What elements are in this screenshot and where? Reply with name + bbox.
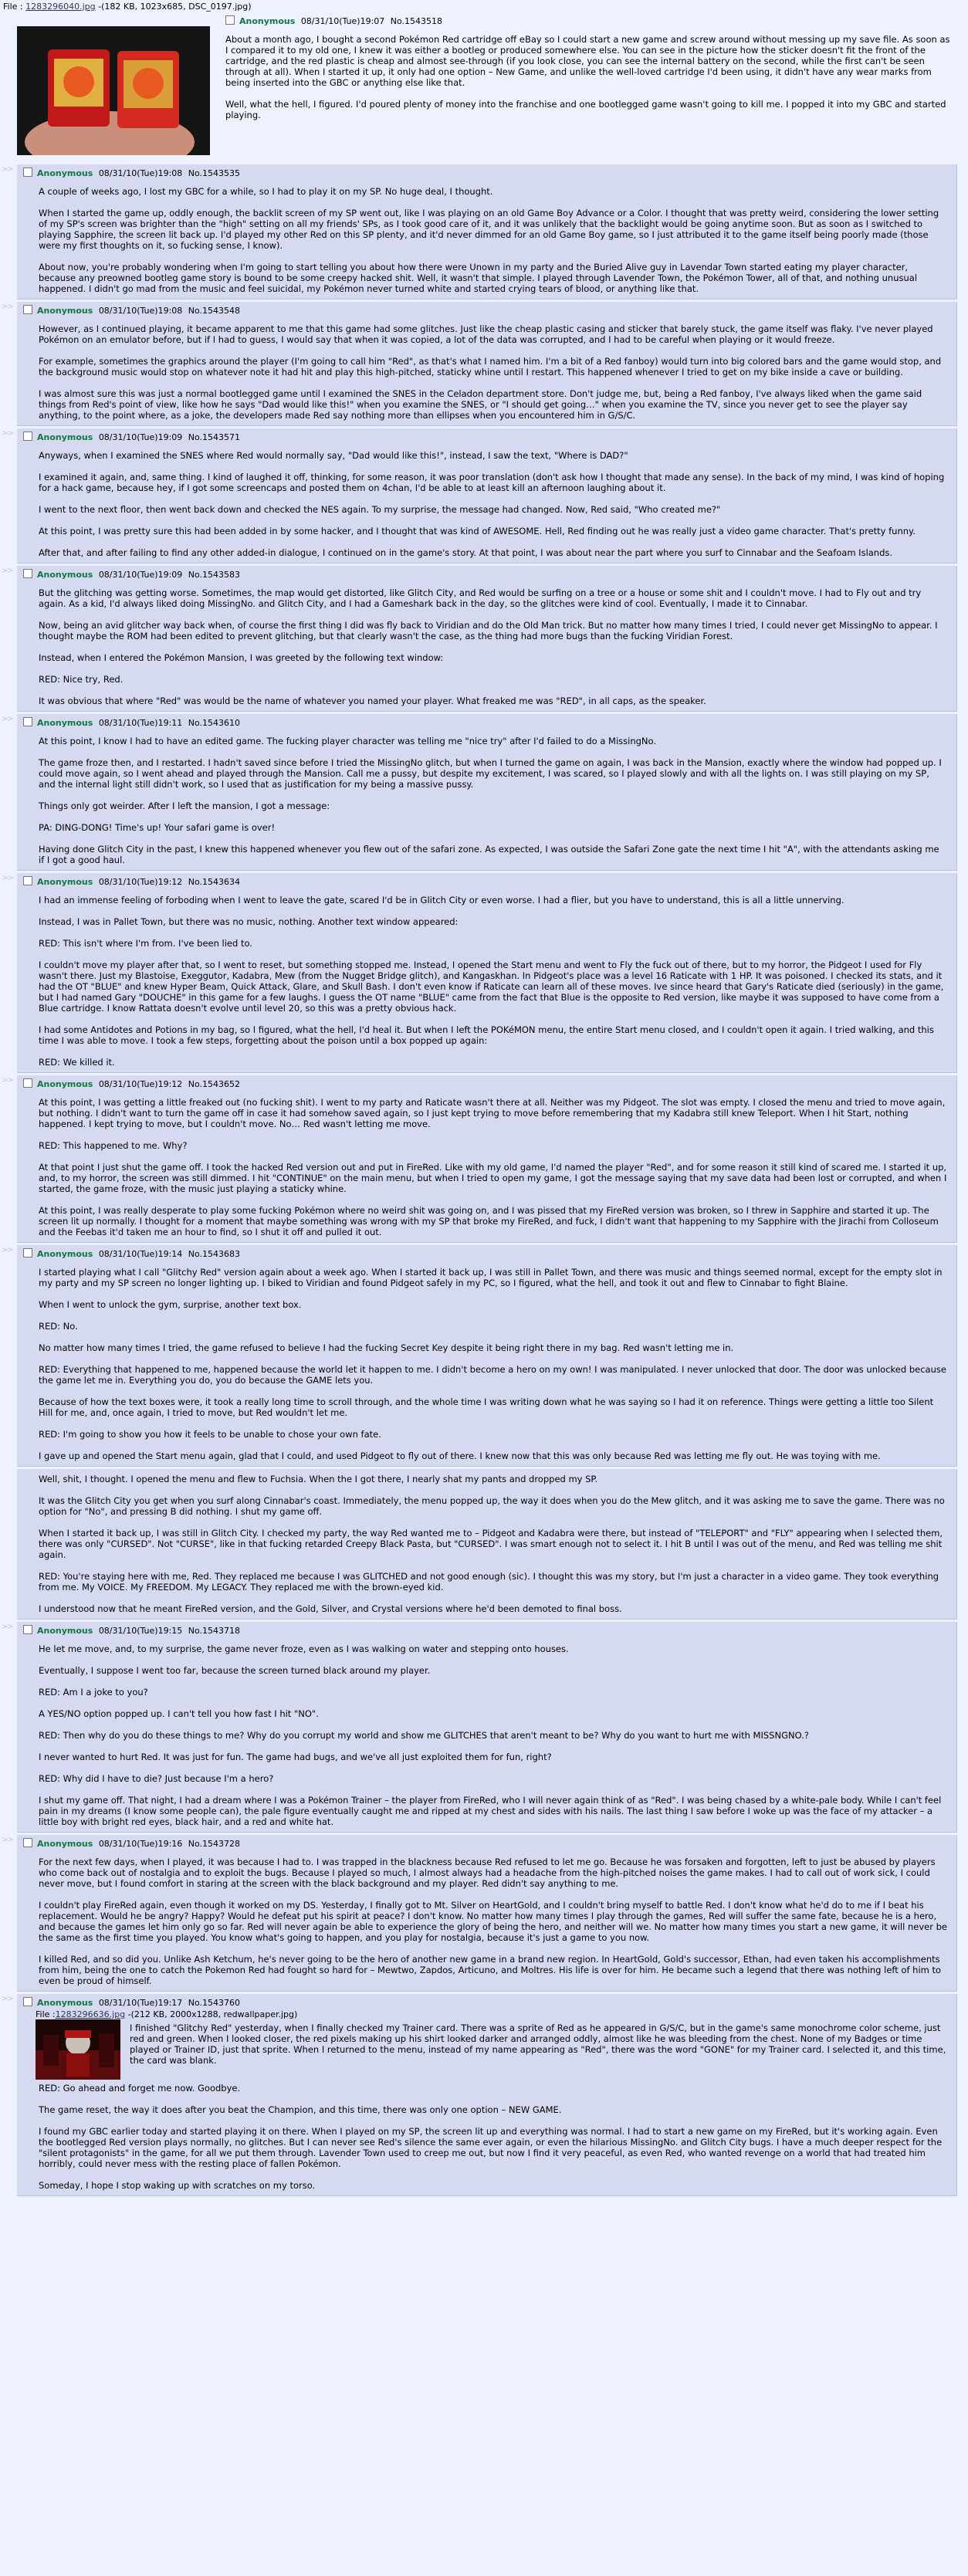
paragraph: I examined it again, and, same thing. I kind of laughed it off, thinking, for some reason, it was poor translation (don't ask how I thought that made any sense). In the back of my mind, I was kind of hoping for a hack game, because hey, if I got some screencaps and posted them on 4chan, I'd be able to at least kill an afternoon laughing about it.	[39, 472, 945, 493]
poster-name: Anonymous	[37, 432, 93, 442]
poster-name: Anonymous	[37, 1998, 93, 2008]
reply-post	[2, 1835, 957, 1992]
reply-post-info	[23, 569, 947, 581]
op-poster-name: Anonymous	[239, 16, 296, 26]
post-message	[39, 736, 947, 865]
reply-arrows: >>	[2, 303, 13, 311]
reply-post-info	[23, 876, 947, 889]
post-datetime: 08/31/10(Tue)19:17	[98, 1998, 183, 2008]
paragraph: For example, sometimes the graphics around the player (I'm going to call him "Red", as that's what I named him. I'm a bit of a Red fanboy) would turn into big colored bars and the game would stop, and the background music would stop on whatever note it had hit and play this high-pitched, staticky whine until I restart. This happened whenever I tried to get on my bike inside a cave or building.	[39, 356, 942, 377]
paragraph: I had some Antidotes and Potions in my bag, so I figured, what the hell, I'd heal it. But when I left the POKéMON menu, the entire Start menu closed, and I couldn't open it again. I tried walking, and this time I was able to move. I took a few steps, forgetting about the poison until a box popped up again:	[39, 1024, 934, 1046]
paragraph: He let me move, and, to my surprise, the game never froze, even as I was walking on water and stepping onto houses.	[39, 1643, 569, 1654]
reply-post-info	[23, 1997, 947, 2009]
reply-post	[2, 1622, 957, 1833]
paragraph: When I started it back up, I was still in Glitch City. I checked my party, the way Red wanted me to – Pidgeot and Kadabra were there, but instead of "TELEPORT" and "FLY" appearing when I selected them, there was only "CURSED". Not "CURSE", like in that fucking retarded Creepy Black Pasta, but "CURSED". I was smart enough not to select it. I hit B until I was out of the menu, and Red was telling me shit again.	[39, 1528, 943, 1560]
poster-name: Anonymous	[37, 306, 93, 316]
post-number[interactable]: No.1543652	[188, 1079, 241, 1089]
paragraph: I found my GBC earlier today and started playing it on there. When I played on my SP, the screen lit up and everything was normal. I had to start a new game on my FireRed, but it's working again. Even the bootlegged Red version plays normally, no glitches. But I can never see Red's silence the same ever again, or even the hilarious MissingNo. and Glitch City bugs. I have a much deeper respect for the "silent protagonists" in the game, for all we put them through. Lavender Town used to creep me out, but now I find it very peaceful, as even Red, who wanted revenge on a world that had treated him horribly, could never mess with the resting place of fallen Pokémon.	[39, 2126, 943, 2169]
reply-arrows: >>	[2, 1836, 13, 1844]
op-post	[0, 12, 968, 162]
post-message	[39, 186, 947, 294]
reply-post-info	[23, 305, 947, 317]
paragraph: A YES/NO option popped up. I can't tell you how fast I hit "NO".	[39, 1708, 319, 1719]
paragraph: The game reset, the way it does after you beat the Champion, and this time, there was only one option – NEW GAME.	[39, 2104, 562, 2115]
post-number[interactable]: No.1543610	[188, 718, 241, 728]
post-message	[39, 2023, 947, 2191]
reply-arrows: >>	[2, 1246, 13, 1254]
reply-arrows: >>	[2, 567, 13, 575]
paragraph: At that point I just shut the game off. I took the hacked Red version out and put in FireRed. Like with my old game, I'd named the player "Red", and for some reason it still kind of scared me. I started it up, and, to my horror, the screen was still dimmed. I hit "CONTINUE" on the main menu, but when I tried to open my game, I got the message saying that my save data had been lost or corrupted, and when I started, the game froze, with the music just playing a staticky whine.	[39, 1162, 947, 1194]
paragraph: RED: Everything that happened to me, happened because the world let it happen to me. I didn't become a hero on my own! I was manipulated. I never unlocked that door. The door was unlocked because the game let me in. Everything you do, you do because the GAME lets you.	[39, 1364, 946, 1386]
paragraph: It was the Glitch City you get when you surf along Cinnabar's coast. Immediately, the menu popped up, the way it does when you do the Mew glitch, and it was asking me to save the game. There was no option for "No", and pressing B did nothing. I shut my game off.	[39, 1495, 945, 1517]
post-number[interactable]: No.1543583	[188, 570, 241, 580]
paragraph: About now, you're probably wondering when I'm going to start telling you about how there were Unown in my party and the Buried Alive guy in Lavendar Town started eating my player character, because any preowned bootleg game story is bound to be some creepy hacked shit. Well, it wasn't that simple. I played through Lavender Town, the Pokémon Tower, all of that, and nothing unusual happened. I didn't go mad from the music and feel suicidal, my Pokémon never turned white and started crying tears of blood, or anything like that.	[39, 262, 918, 294]
paragraph: RED: Nice try, Red.	[39, 674, 124, 685]
reply-post	[2, 1245, 957, 1467]
select-checkbox[interactable]	[23, 569, 32, 578]
reply-arrows: >>	[2, 1076, 13, 1085]
poster-name: Anonymous	[37, 570, 93, 580]
post-number[interactable]: No.1543535	[188, 168, 241, 178]
post-datetime: 08/31/10(Tue)19:09	[98, 432, 183, 442]
reply-file-link[interactable]: 1283296636.jpg	[55, 2009, 126, 2019]
paragraph: When I went to unlock the gym, surprise, another text box.	[39, 1299, 302, 1310]
post-datetime: 08/31/10(Tue)19:12	[98, 1079, 183, 1089]
paragraph: At this point, I was getting a little freaked out (no fucking shit). I went to my party and Raticate wasn't there at all. Neither was my Pidgeot. The slot was empty. I closed the menu and tried to move again, but nothing. I didn't want to turn the game off in case it had somehow saved again, so I just kept trying to move before remembering that my Kadabra still knew Teleport. When I hit Start, nothing happened. I kept trying to move, but I couldn't move. No… Red wasn't letting me move.	[39, 1097, 946, 1129]
reply-post-info	[23, 1248, 947, 1261]
post-number[interactable]: No.1543571	[188, 432, 241, 442]
post-message	[39, 450, 947, 558]
paragraph: For the next few days, when I played, it was because I had to. I was trapped in the blackness because Red refused to let me go. Because he was forsaken and forgotten, left to just be abused by players who come back out of nostalgia and to exploit the bugs. Because I played so much, I almost always had a headache from the high-pitched noises the game makes. I had to call out of work sick, I could never move, but I found comfort in staring at the screen with the black background and my player. Red didn't say anything to me.	[39, 1857, 936, 1889]
paragraph: I went to the next floor, then went back down and checked the NES again. To my surprise, the message had changed. Now, Red said, "Who created me?"	[39, 504, 721, 515]
paragraph: RED: Why did I have to die? Just because I'm a hero?	[39, 1773, 274, 1784]
paragraph: But the glitching was getting worse. Sometimes, the map would get distorted, like Glitch City, and Red would be surfing on a tree or a house or some shit and I couldn't move. I had to Fly out and try again. As a kid, I'd always liked doing MissingNo. and Glitch City, and I had a Gameshark back in the day, so the glitches were kind of cool. Eventually, I made it to Cinnabar.	[39, 587, 922, 609]
reply-arrows: >>	[2, 715, 13, 723]
poster-name: Anonymous	[37, 1626, 93, 1636]
op-thumbnail-cartridges[interactable]	[17, 26, 210, 155]
poster-name: Anonymous	[37, 1079, 93, 1089]
reply-arrows: >>	[2, 1623, 13, 1631]
paragraph: I finished "Glitchy Red" yesterday, when I finally checked my Trainer card. There was a sprite of Red as he appeared in G/S/C, but in the game's same monochrome color scheme, just red and green. When I looked closer, the red pixels making up his shirt looked darker and arranged oddly, almost like he was bleeding from the chest. None of my Badges or time played or Trainer ID, just that sprite. When I returned to the menu, instead of my name appearing as "Red", there was the word "GONE" for my Trainer card. I selected it, and this time, the card was blank.	[130, 2023, 946, 2066]
reply-post	[2, 566, 957, 712]
paragraph: RED: Am I a joke to you?	[39, 1687, 148, 1698]
paragraph: Instead, when I entered the Pokémon Mansion, I was greeted by the following text window:	[39, 652, 444, 663]
paragraph: After that, and after failing to find any other added-in dialogue, I continued on in the game's story. At that point, I was about near the part where you surf to Cinnabar and the Seafoam Islands.	[39, 547, 893, 558]
paragraph: Someday, I hope I stop waking up with scratches on my torso.	[39, 2180, 316, 2191]
post-number[interactable]: No.1543760	[188, 1998, 241, 2008]
reply-post	[2, 873, 957, 1073]
op-post-info	[225, 15, 953, 28]
select-checkbox[interactable]	[23, 1248, 32, 1258]
reply-post	[2, 164, 957, 300]
paragraph: However, as I continued playing, it became apparent to me that this game had some glitches. Just like the cheap plastic casing and sticker that barely stuck, the game itself was flaky. I've never played Pokémon on an emulator before, but if I had to guess, I would say that when it was copied, a lot of the data was corrupted, and I had to be careful when playing or it would freeze.	[39, 323, 933, 345]
reply-post	[2, 302, 957, 426]
paragraph: RED: No.	[39, 1321, 78, 1332]
select-checkbox[interactable]	[23, 432, 32, 441]
paragraph: When I started the game up, oddly enough, the backlit screen of my SP went out, like I was playing on an old Game Boy Advance or a Color. I thought that was pretty weird, considering the lower setting of my SP's screen was brighter than the "high" setting on all my friends' SPs, as I took good care of it, and it was unlikely that the backlight would be going anytime soon. But as soon as I switched to playing Sapphire, the screen lit back up. I'd played my other Red on this SP plenty, and it'd never dimmed for an old Game Boy game, so I just attributed it to the game itself being poorly made (those were my first thoughts on it, so fucking sense, I know).	[39, 208, 939, 251]
post-number[interactable]: No.1543634	[188, 877, 241, 887]
op-select-checkbox[interactable]	[225, 15, 235, 25]
paragraph: RED: Then why do you do these things to me? Why do you corrupt my world and show me GLITCHES that aren't meant to be? Why do you want to hurt me with MISSNGNO.?	[39, 1730, 809, 1741]
post-datetime: 08/31/10(Tue)19:14	[98, 1249, 183, 1259]
paragraph: No matter how many times I tried, the game refused to believe I had the fucking Secret Key despite it being right there in my bag. Red wasn't letting me in.	[39, 1342, 734, 1353]
paragraph: Now, being an avid glitcher way back when, of course the first thing I did was fly back to Viridian and do the Old Man trick. But no matter how many times I tried, I could never get MissingNo to appear. I thought maybe the ROM had been edited to prevent glitching, but that clearly wasn't the case, as the thing had more bugs than the fucking Viridian Forest.	[39, 620, 938, 641]
paragraph: I started playing what I call "Glitchy Red" version again about a week ago. When I started it back up, I was still in Pallet Town, and there was music and things seemed normal, except for the empty slot in my party and my SP screen no longer lighting up. I biked to Viridian and found Pidgeot safely in my PC, so I figured, what the hell, and took it out and flew to Cinnabar to fight Blaine.	[39, 1267, 943, 1288]
paragraph: I understood now that he meant FireRed version, and the Gold, Silver, and Crystal versions where he'd been demoted to final boss.	[39, 1603, 622, 1614]
post-datetime: 08/31/10(Tue)19:12	[98, 877, 183, 887]
paragraph: I gave up and opened the Start menu again, glad that I could, and used Pidgeot to fly out of there. I knew now that this was only because Red was letting me fly out. He was toying with me.	[39, 1450, 881, 1461]
paragraph: At this point, I was pretty sure this had been added in by some hacker, and I thought that was kind of AWESOME. Hell, Red finding out he was really just a video game character. That's pretty funny.	[39, 526, 916, 537]
post-message	[39, 895, 947, 1068]
reply-file-info	[36, 2009, 947, 2019]
post-message	[39, 1474, 947, 1614]
paragraph: The game froze then, and I restarted. I hadn't saved since before I tried the MissingNo glitch, but when I turned the game on again, I was back in the Mansion, exactly where the window had popped up. I could move again, so I went ahead and played through the Mansion. Call me a pussy, but despite my excitement, I was scared, so I played slowly and with all the lights on. I was still playing on my SP, and the internal light still didn't work, so I used that as justification for my being a massive pussy.	[39, 757, 942, 790]
reply-post-info	[23, 432, 947, 444]
post-number[interactable]: No.1543718	[188, 1626, 241, 1636]
paragraph: I couldn't play FireRed again, even though it worked on my DS. Yesterday, I finally got to Mt. Silver on HeartGold, and I couldn't bring myself to battle Red. I don't know what he'd do to me if I beat his replacement. Would he be angry? Happy? Would he defeat put his spirit at peace? I don't know. No matter how many times I play through the games, Red will suffer the same fate, because he is a hero, and because the games let him only go so far. Red will never again be able to experience the glory of being the hero, and neither will we. No matter how many times you start a new game, it will never be the same as the first time you played. You know what's going to happen, and you play for nostalgia, because it's just a game to you now.	[39, 1900, 947, 1943]
paragraph: At this point, I know I had to have an edited game. The fucking player character was telling me "nice try" after I'd failed to do a MissingNo.	[39, 736, 656, 746]
post-number[interactable]: No.1543683	[188, 1249, 241, 1259]
reply-post-info	[23, 1838, 947, 1850]
reply-post	[2, 714, 957, 871]
reply-post	[2, 428, 957, 564]
post-datetime: 08/31/10(Tue)19:08	[98, 306, 183, 316]
reply-post-info	[23, 168, 947, 180]
paragraph: I was almost sure this was just a normal bootlegged game until I examined the SNES in the Celadon department store. Don't judge me, but, being a Red fanboy, I've always liked when the game said things from Red's point of view, like how he says "Dad would like this!" when you examine the SNES, or "I should get going…" when you examine the TV, since you never get to see the player say anything, to the point where, as a joke, the developers made Red say nothing more than ellipses when you encountered him in G/S/C.	[39, 388, 922, 421]
select-checkbox[interactable]	[23, 1078, 32, 1088]
reply-arrows: >>	[2, 874, 13, 882]
post-datetime: 08/31/10(Tue)19:15	[98, 1626, 183, 1636]
reply-arrows: >>	[2, 1995, 13, 2003]
select-checkbox[interactable]	[23, 1838, 32, 1847]
paragraph: Anyways, when I examined the SNES where Red would normally say, "Dad would like this!", instead, I saw the text, "Where is DAD?"	[39, 450, 628, 461]
post-number[interactable]: No.1543728	[188, 1839, 241, 1849]
file-label: File :	[3, 2, 23, 12]
poster-name: Anonymous	[37, 168, 93, 178]
reply-post-info	[23, 1625, 947, 1637]
paragraph: RED: This happened to me. Why?	[39, 1140, 188, 1151]
post-number[interactable]: No.1543548	[188, 306, 241, 316]
reply-arrows: >>	[2, 165, 13, 174]
paragraph: RED: You're staying here with me, Red. They replaced me because I was GLITCHED and not good enough (sic). I thought this was my story, but I'm just a character in a video game. They took everything from me. My VOICE. My FREEDOM. My LEGACY. They replaced me with the brown-eyed kid.	[39, 1571, 939, 1593]
poster-name: Anonymous	[37, 718, 93, 728]
reply-post-info	[23, 717, 947, 729]
post-message	[39, 1267, 947, 1461]
paragraph: Eventually, I suppose I went too far, because the screen turned black around my player.	[39, 1665, 431, 1676]
post-message	[39, 1857, 947, 1986]
op-datetime: 08/31/10(Tue)19:07	[300, 16, 385, 26]
poster-name: Anonymous	[37, 877, 93, 887]
reply-thumbnail-red-wallpaper[interactable]	[36, 2019, 120, 2080]
reply-post-info	[23, 1078, 947, 1091]
reply-post-continuation	[17, 1469, 957, 1620]
paragraph: I shut my game off. That night, I had a dream where I was a Pokémon Trainer – the player from FireRed, who I will never again think of as "Red". I was being chased by a white-pale body. While I can't feel pain in my dreams (I know some people can), the pale figure eventually caught me and ripped at my chest and sides with his nails. The last thing I saw before I woke up was the face of my attacker – a little boy with bright red eyes, black hair, and a red and white hat.	[39, 1795, 942, 1827]
paragraph: It was obvious that where "Red" was would be the name of whatever you named your player. What freaked me was "RED", in all caps, as the speaker.	[39, 696, 706, 706]
post-message	[39, 1643, 947, 1827]
poster-name: Anonymous	[37, 1249, 93, 1259]
paragraph: RED: We killed it.	[39, 1057, 115, 1068]
paragraph: Because of how the text boxes were, it took a really long time to scroll through, and the whole time I was writing down what he was saying so I had it on reference. Things were getting a little too Silent Hill for me, and, once again, I tried to move, but Red wouldn't let me.	[39, 1396, 934, 1418]
paragraph: Things only got weirder. After I left the mansion, I got a message:	[39, 801, 330, 811]
paragraph: Instead, I was in Pallet Town, but there was no music, nothing. Another text window appeared:	[39, 916, 459, 927]
paragraph: A couple of weeks ago, I lost my GBC for a while, so I had to play it on my SP. No huge deal, I thought.	[39, 186, 493, 197]
select-checkbox[interactable]	[23, 168, 32, 177]
paragraph: RED: I'm going to show you how it feels to be unable to chose your own fate.	[39, 1429, 381, 1440]
select-checkbox[interactable]	[23, 876, 32, 885]
op-file-info	[0, 0, 968, 12]
poster-name: Anonymous	[37, 1839, 93, 1849]
paragraph: I couldn't move my player after that, so I went to reset, but something stopped me. Instead, I opened the Start menu and went to Fly the fuck out of there, but to my horror, the Pidgeot I used for Fly wasn't there. Just my Blastoise, Exeggutor, Kadabra, Mew (from the Nugget Bridge glitch), and Kangaskhan. In Pidgeot's place was a level 16 Raticate with 1 HP. It was poisoned. I checked its stats, and it had the OT "BLUE" and knew Hyper Beam, Quick Attack, Glare, and Skull Bash. I don't even know if Raticate can learn all of these moves. Ive since heard that Gary's Raticate died (seriously) in the game, but I had named Gary "DOUCHE" in this game for a few laughs. I guess the OT name "BLUE" came from the fact that Blue is the opposite to Red version, like maybe it was supposed to have come from a Blue cartridge. I know Rattata doesn't evolve until level 20, so this was a pretty obvious hack.	[39, 960, 944, 1014]
reply-arrows: >>	[2, 429, 13, 438]
reply-post	[2, 1994, 957, 2196]
op-paragraph: Well, what the hell, I figured. I'd poured plenty of money into the franchise and one bootlegged game wasn't going to kill me. I popped it into my GBC and started playing.	[225, 99, 946, 120]
post-message	[39, 323, 947, 421]
reply-post	[2, 1075, 957, 1243]
paragraph: At this point, I was really desperate to play some fucking Pokémon where no weird shit was going on, and I was pissed that my FireRed version was broken, so I threw in Sapphire and started it up. The screen lit up normally. I thought for a moment that maybe something was wrong with my SP that broke my FireRed, and fuck, I didn't want that happening to my Sapphire with the Jirachi from Colloseum and the Feebas it'd taken me an hour to find, so I shut it off and pulled it out.	[39, 1205, 939, 1237]
op-paragraph: About a month ago, I bought a second Pokémon Red cartridge off eBay so I could start a new game and screw around without messing up my save file. As soon as I compared it to my old one, I knew it was either a bootleg or produced somewhere else. You can see in the picture how the sticker doesn't fit the front of the cartridge, and the red plastic is cheap and almost see-through (if you look close, you can see the internal battery on the second, while the first can't be seen through at all). When I started it up, it only had one option – New Game, and unlike the well-loved cartridge I'd been using, it didn't have any wear marks from being inserted into the GBC or anything else like that.	[225, 34, 950, 88]
post-datetime: 08/31/10(Tue)19:11	[98, 718, 183, 728]
post-message	[39, 1097, 947, 1237]
op-file-link[interactable]: 1283296040.jpg	[25, 2, 96, 12]
post-message	[39, 587, 947, 706]
paragraph: PA: DING-DONG! Time's up! Your safari game is over!	[39, 822, 276, 833]
paragraph: Having done Glitch City in the past, I knew this happened whenever you flew out of the safari zone. As expected, I was outside the Safari Zone gate the next time I hit "A", with the attendants asking me if I got a good haul.	[39, 844, 939, 865]
reply-file-meta: -(212 KB, 2000x1288, redwallpaper.jpg)	[127, 2009, 298, 2019]
op-file-meta: -(182 KB, 1023x685, DSC_0197.jpg)	[98, 2, 252, 12]
file-label: File :	[36, 2009, 56, 2019]
select-checkbox[interactable]	[23, 305, 32, 314]
op-message	[225, 34, 953, 120]
post-datetime: 08/31/10(Tue)19:09	[98, 570, 183, 580]
select-checkbox[interactable]	[23, 717, 32, 726]
op-post-number[interactable]: No.1543518	[390, 16, 443, 26]
select-checkbox[interactable]	[23, 1625, 32, 1634]
paragraph: I killed Red, and so did you. Unlike Ash Ketchum, he's never going to be the hero of another new game in a brand new region. In HeartGold, Gold's successor, Ethan, had even taken his accomplishments from him, being the one to catch the Pokemon Red had fought so hard for – Mewtwo, Zapdos, Articuno, and Moltres. His life is over for him. He became such a legend that there was nothing left of him to even be proud of himself.	[39, 1954, 942, 1986]
paragraph: RED: Go ahead and forget me now. Goodbye.	[39, 2083, 241, 2094]
post-datetime: 08/31/10(Tue)19:16	[98, 1839, 183, 1849]
post-datetime: 08/31/10(Tue)19:08	[98, 168, 183, 178]
select-checkbox[interactable]	[23, 1997, 32, 2006]
paragraph: I never wanted to hurt Red. It was just for fun. The game had bugs, and we've all just exploited them for fun, right?	[39, 1752, 552, 1762]
paragraph: RED: This isn't where I'm from. I've been lied to.	[39, 938, 252, 949]
paragraph: I had an immense feeling of forboding when I went to leave the gate, scared I'd be in Glitch City or even worse. I had a flier, but you have to understand, this is all a little unnerving.	[39, 895, 844, 905]
paragraph: Well, shit, I thought. I opened the menu and flew to Fuchsia. When the I got there, I nearly shat my pants and dropped my SP.	[39, 1474, 598, 1484]
